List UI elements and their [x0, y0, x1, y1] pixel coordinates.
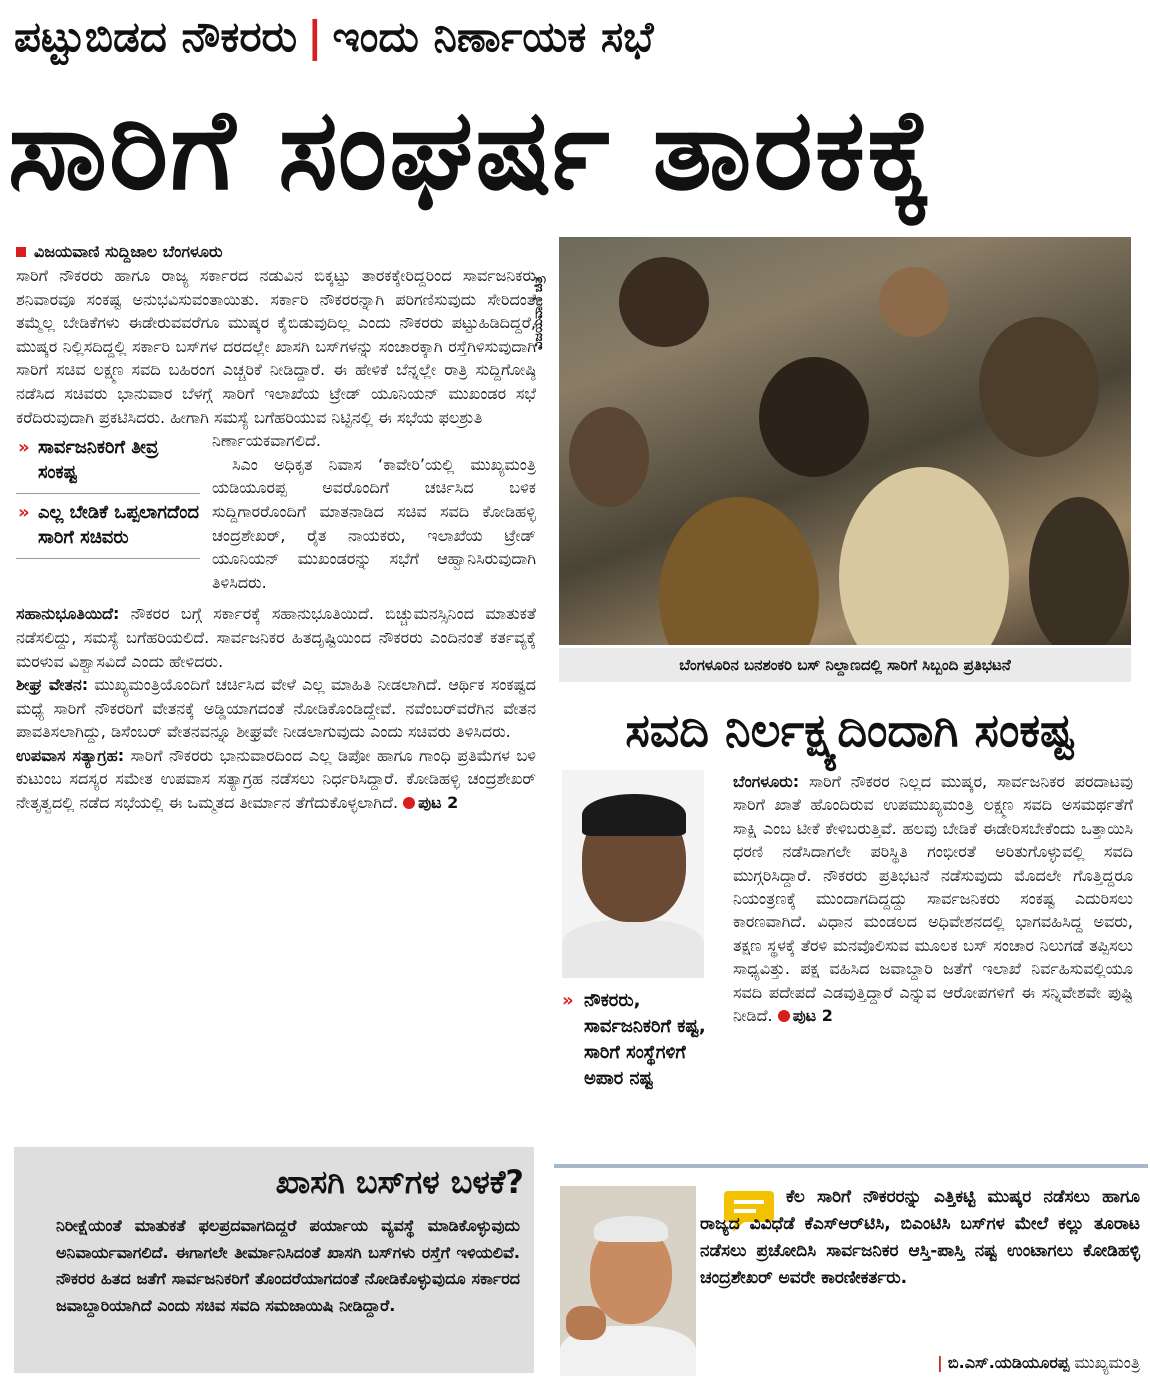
- main-story: [16, 240, 536, 815]
- kicker: [14, 8, 1144, 66]
- dateline: ಬೆಂಗಳೂರು:: [733, 772, 800, 791]
- photo-shape: [759, 357, 869, 477]
- section-text: ನೌಕರರ ಬಗ್ಗೆ ಸರ್ಕಾರಕ್ಕೆ ಸಹಾನುಭೂತಿಯಿದೆ. ಬಿಚ್ಚುಮನಸ್ಸಿನಿಂದ ಮಾತುಕತೆ ನಡೆಸಲಿದ್ದು, ಸಮಸ್ಯೆ ಬಗೆಹರಿಯಲಿದೆ. ಸಾರ್ವಜನಿಕರ ಹಿತದೃಷ್ಟಿಯಿಂದ ನೌಕರರು ಎಂದಿನಂತೆ ಕರ್ತವ್ಯಕ್ಕೆ ಮರಳುವ ವಿಶ್ವಾಸವಿದೆ ಎಂದು ಹೇಳಿದರು.: [16, 604, 536, 671]
- box-text: ನಿರೀಕ್ಷೆಯಂತೆ ಮಾತುಕತೆ ಫಲಪ್ರದವಾಗದಿದ್ದರೆ ಪರ್ಯಾಯ ವ್ಯವಸ್ಥೆ ಮಾಡಿಕೊಳ್ಳುವುದು ಅನಿವಾರ್ಯವಾಗಲಿದೆ. ಈಗಾಗಲೇ ತೀರ್ಮಾನಿಸಿದಂತೆ ಖಾಸಗಿ ಬಸ್‌ಗಳು ರಸ್ತೆಗೆ ಇಳಿಯಲಿವೆ. ನೌಕರರ ಹಿತದ ಜತೆಗೆ ಸಾರ್ವಜನಿಕರಿಗೆ ತೊಂದರೆಯಾಗದಂತೆ ನೋಡಿಕೊಳ್ಳುವುದೂ ಸರ್ಕಾರದ ಜವಾಬ್ದಾರಿಯಾಗಿದೆ ಎಂದು ಸಚಿವ ಸವದಿ ಸಮಜಾಯಿಷಿ ನೀಡಿದ್ದಾರೆ.: [56, 1216, 520, 1315]
- section-text: ಮುಖ್ಯಮಂತ್ರಿಯೊಂದಿಗೆ ಚರ್ಚಿಸಿದ ವೇಳೆ ಎಲ್ಲ ಮಾಹಿತಿ ನೀಡಲಾಗಿದೆ. ಆರ್ಥಿಕ ಸಂಕಷ್ಟದ ಮಧ್ಯೆ ಸಾರಿಗೆ ನೌಕರರಿಗೆ ವೇತನಕ್ಕೆ ಅಡ್ಡಿಯಾಗದಂತೆ ನೋಡಿಕೊಂಡಿದ್ದೇವೆ. ನವೆಂಬರ್‌ವರೆಗಿನ ವೇತನ ಪಾವತಿಸಲಾಗಿದ್ದು, ಡಿಸೆಂಬರ್ ವೇತನವನ್ನೂ ಶೀಘ್ರವೇ ನೀಡಲಾಗುವುದು ಎಂದು ಸಚಿವರು ತಿಳಿಸಿದರು.: [16, 675, 537, 742]
- section-label: ಶೀಘ್ರ ವೇತನ:: [16, 675, 89, 695]
- minister-portrait: [562, 770, 704, 978]
- continued-link[interactable]: ಪುಟ 2: [403, 793, 458, 812]
- side-point-text: ಎಲ್ಲ ಬೇಡಿಕೆ ಒಪ್ಪಲಾಗದೆಂದ ಸಾರಿಗೆ ಸಚಿವರು: [38, 502, 199, 549]
- chevron-icon: »: [562, 990, 574, 1011]
- photo-caption: ಬೆಂಗಳೂರಿನ ಬನಶಂಕರಿ ಬಸ್ ನಿಲ್ದಾಣದಲ್ಲಿ ಸಾರಿಗೆ ಸಿಬ್ಬಂದಿ ಪ್ರತಿಭಟನೆ: [559, 648, 1131, 682]
- continued-link[interactable]: ಪುಟ 2: [778, 1006, 833, 1025]
- sub-story-headline: ಸವದಿ ನಿರ್ಲಕ್ಷ್ಯದಿಂದಾಗಿ ಸಂಕಷ್ಟ: [625, 703, 1075, 757]
- headline: ಸಾರಿಗೆ ಸಂಘರ್ಷ ತಾರಕಕ್ಕೆ: [8, 85, 935, 215]
- section-text: ಸಾರಿಗೆ ನೌಕರರು ಭಾನುವಾರದಿಂದ ಎಲ್ಲ ಡಿಪೋ ಹಾಗೂ ಗಾಂಧಿ ಪ್ರತಿಮೆಗಳ ಬಳಿ ಕುಟುಂಬ ಸದಸ್ಯರ ಸಮೇತ ಉಪವಾಸ ಸತ್ಯಾಗ್ರಹ ನಡೆಸಲು ನಿರ್ಧರಿಸಿದ್ದಾರೆ. ಕೋಡಿಹಳ್ಳಿ ಚಂದ್ರಶೇಖರ್ ನೇತೃತ್ವದಲ್ಲಿ ನಡೆದ ಸಭೆಯಲ್ಲಿ ಈ ಒಮ್ಮತದ ತೀರ್ಮಾನ ತೆಗೆದುಕೊಳ್ಳಲಾಗಿದೆ.: [16, 745, 536, 813]
- photo-shape: [979, 317, 1099, 457]
- side-point: [16, 429, 200, 494]
- side-points: [16, 429, 200, 559]
- attribution-separator: |: [936, 1353, 943, 1372]
- wrap-text: [212, 429, 536, 594]
- sub-story-text: ಸಾರಿಗೆ ನೌಕರರ ನಿಲ್ಲದ ಮುಷ್ಕರ, ಸಾರ್ವಜನಿಕರ ಪರದಾಟವು ಸಾರಿಗೆ ಖಾತೆ ಹೊಂದಿರುವ ಉಪಮುಖ್ಯಮಂತ್ರಿ ಲಕ್ಷ್ಮಣ ಸವದಿ ಅಸಮರ್ಥತೆಗೆ ಸಾಕ್ಷಿ ಎಂಬ ಟೀಕೆ ಕೇಳಿಬರುತ್ತಿವೆ. ಹಲವು ಬೇಡಿಕೆ ಈಡೇರಿಸಬೇಕೆಂದು ಒತ್ತಾಯಿಸಿ ಧರಣಿ ನಡೆಸಿದಾಗಲೇ ಪರಿಸ್ಥಿತಿ ಗಂಭೀರತೆ ಅರಿತುಗೊಳ್ಳುವಲ್ಲಿ ಸವದಿ ಮುಗ್ಗರಿಸಿದ್ದಾರೆ. ನೌಕರರು ಪ್ರತಿಭಟನೆ ನಡೆಸುವುದು ಮೊದಲೇ ಗೊತ್ತಿದ್ದರೂ ನಿಯಂತ್ರಣಕ್ಕೆ ಮುಂದಾಗದಿದ್ದದ್ದು ಸಾರ್ವಜನಿಕರು ಸಂಕಷ್ಟ ಎದುರಿಸಲು ಕಾರಣವಾಗಿದೆ. ವಿಧಾನ ಮಂಡಲದ ಅಧಿವೇಶನದಲ್ಲಿ ಭಾಗವಹಿಸಿದ್ದ ಅವರು, ತಕ್ಷಣ ಸ್ಥಳಕ್ಕೆ ತೆರಳಿ ಮನವೊಲಿಸುವ ಮೂಲಕ ಬಸ್ ಸಂಚಾರ ನಿಲುಗಡೆ ತಪ್ಪಿಸಲು ಸಾಧ್ಯವಿತ್ತು. ಪಕ್ಷ ವಹಿಸಿದ ಜವಾಬ್ದಾರಿ ಜತೆಗೆ ಇಲಾಖೆ ನಿರ್ವಹಿಸುವಲ್ಲಿಯೂ ಸವದಿ ಪದೇಪದೆ ಎಡವುತ್ತಿದ್ದಾರೆ ಎನ್ನುವ ಆರೋಪಗಳಿಗೆ ಈ ಸನ್ನಿವೇಶವೇ ಪುಷ್ಟಿ ನೀಡಿದೆ.: [733, 772, 1133, 1026]
- byline-square-icon: [16, 247, 26, 257]
- sub-story-point-text: ನೌಕರರು, ಸಾರ್ವಜನಿಕರಿಗೆ ಕಷ್ಟ, ಸಾರಿಗೆ ಸಂಸ್ಥೆಗಳಿಗೆ ಅಪಾರ ನಷ್ಟ: [584, 990, 706, 1089]
- wrap-paragraph-1: ನಿರ್ಣಾಯಕವಾಗಲಿದೆ.: [212, 431, 322, 451]
- byline: [16, 240, 536, 264]
- side-point: [16, 494, 200, 559]
- photo-shape: [659, 497, 819, 645]
- section-sympathy: [16, 602, 536, 673]
- box-title: ಖಾಸಗಿ ಬಸ್‌ಗಳ ಬಳಕೆ?: [275, 1163, 524, 1201]
- cm-quote-text: ಕೆಲ ಸಾರಿಗೆ ನೌಕರರನ್ನು ಎತ್ತಿಕಟ್ಟಿ ಮುಷ್ಕರ ನಡೆಸಲು ಹಾಗೂ ರಾಜ್ಯದ ವಿವಿಧೆಡೆ ಕೆಎಸ್‌ಆರ್‌ಟಿಸಿ, ಬಿಎಂಟಿಸಿ ಬಸ್‌ಗಳ ಮೇಲೆ ಕಲ್ಲು ತೂರಾಟ ನಡೆಸಲು ಪ್ರಚೋದಿಸಿ ಸಾರ್ವಜನಿಕರ ಆಸ್ತಿ-ಪಾಸ್ತಿ ನಷ್ಟ ಉಂಟಾಗಲು ಕೋಡಿಹಳ್ಳಿ ಚಂದ್ರಶೇಖರ್ ಅವರೇ ಕಾರಣೀಕರ್ತರು.: [700, 1187, 1140, 1288]
- photo-shape: [569, 407, 649, 507]
- continued-dot-icon: [403, 797, 415, 809]
- protest-photo: [559, 237, 1131, 645]
- section-salary: [16, 673, 536, 744]
- kicker-right: ಇಂದು ನಿರ್ಣಾಯಕ ಸಭೆ: [332, 12, 654, 61]
- photo-shape: [594, 1216, 668, 1242]
- cm-title: ಮುಖ್ಯಮಂತ್ರಿ: [1074, 1353, 1140, 1372]
- side-point-text: ಸಾರ್ವಜನಿಕರಿಗೆ ತೀವ್ರ ಸಂಕಷ್ಟ: [38, 437, 159, 484]
- section-fast: [16, 744, 536, 815]
- section-divider: [554, 1164, 1148, 1168]
- portrait-shape: [582, 794, 686, 836]
- private-bus-box: [14, 1147, 534, 1373]
- wrap-block: [16, 429, 536, 594]
- cm-photo: [560, 1186, 696, 1376]
- photo-credit: ವಿಜಯವಾಣಿ ಚಿತ್ರ: [531, 276, 546, 350]
- photo-shape: [839, 467, 1009, 645]
- wrap-paragraph-2: ಸಿಎಂ ಅಧಿಕೃತ ನಿವಾಸ ‘ಕಾವೇರಿ’ಯಲ್ಲಿ ಮುಖ್ಯಮಂತ್ರಿ ಯಡಿಯೂರಪ್ಪ ಅವರೊಂದಿಗೆ ಚರ್ಚಿಸಿದ ಬಳಿಕ ಸುದ್ದಿಗಾರರೊಂದಿಗೆ ಮಾತನಾಡಿದ ಸಚಿವ ಸವದಿ ಕೋಡಿಹಳ್ಳಿ ಚಂದ್ರಶೇಖರ್, ರೈತ ನಾಯಕರು, ಇಲಾಖೆಯ ಟ್ರೇಡ್ ಯೂನಿಯನ್ ಮುಖಂಡರನ್ನು ಸಭೆಗೆ ಆಹ್ವಾನಿಸಿರುವುದಾಗಿ ತಿಳಿಸಿದರು.: [212, 454, 536, 592]
- byline-text: ವಿಜಯವಾಣಿ ಸುದ್ದಿಜಾಲ ಬೆಂಗಳೂರು: [34, 242, 223, 261]
- photo-shape: [619, 257, 709, 347]
- cm-name: ಬಿ.ಎಸ್.ಯಡಿಯೂರಪ್ಪ: [947, 1353, 1070, 1372]
- chevron-icon: »: [18, 437, 30, 459]
- continued-dot-icon: [778, 1010, 790, 1022]
- cm-attribution: [700, 1352, 1140, 1374]
- lead-paragraph: ಸಾರಿಗೆ ನೌಕರರು ಹಾಗೂ ರಾಜ್ಯ ಸರ್ಕಾರದ ನಡುವಿನ ಬಿಕ್ಕಟ್ಟು ತಾರಕಕ್ಕೇರಿದ್ದರಿಂದ ಸಾರ್ವಜನಿಕರು ಶನಿವಾರವೂ ಸಂಕಷ್ಟ ಅನುಭವಿಸುವಂತಾಯಿತು. ಸರ್ಕಾರಿ ನೌಕರರನ್ನಾಗಿ ಪರಿಗಣಿಸುವುದು ಸೇರಿದಂತೆ ತಮ್ಮೆಲ್ಲ ಬೇಡಿಕೆಗಳು ಈಡೇರುವವರೆಗೂ ಮುಷ್ಕರ ಕೈಬಿಡುವುದಿಲ್ಲ ಎಂದು ನೌಕರರು ಪಟ್ಟುಹಿಡಿದಿದ್ದರೆ, ಮುಷ್ಕರ ನಿಲ್ಲಿಸದಿದ್ದಲ್ಲಿ ಸರ್ಕಾರಿ ಬಸ್‌ಗಳ ದರದಲ್ಲೇ ಖಾಸಗಿ ಬಸ್‌ಗಳನ್ನು ಸಂಚಾರಕ್ಕಾಗಿ ರಸ್ತೆಗಿಳಿಸುವುದಾಗಿ ಸಾರಿಗೆ ಸಚಿವ ಲಕ್ಷ್ಮಣ ಸವದಿ ಬಹಿರಂಗ ಎಚ್ಚರಿಕೆ ನೀಡಿದ್ದಾರೆ. ಈ ಹೇಳಿಕೆ ಬೆನ್ನಲ್ಲೇ ರಾತ್ರಿ ಸುದ್ದಿಗೋಷ್ಠಿ ನಡೆಸಿದ ಸಚಿವರು ಭಾನುವಾರ ಬೆಳಗ್ಗೆ ಸಾರಿಗೆ ಇಲಾಖೆಯ ಟ್ರೇಡ್ ಯೂನಿಯನ್ ಮುಖಂಡರ ಸಭೆ ಕರೆದಿರುವುದಾಗಿ ಪ್ರಕಟಿಸಿದರು. ಹೀಗಾಗಿ ಸಮಸ್ಯೆ ಬಗೆಹರಿಯುವ ನಿಟ್ಟಿನಲ್ಲಿ ಈ ಸಭೆಯ ಫಲಶ್ರುತಿ: [16, 266, 536, 427]
- sub-story-body: [733, 770, 1133, 1027]
- photo-shape: [566, 1306, 606, 1340]
- section-label: ಉಪವಾಸ ಸತ್ಯಾಗ್ರಹ:: [16, 745, 125, 765]
- sub-story-point: [562, 988, 712, 1092]
- kicker-left: ಪಟ್ಟುಬಿಡದ ನೌಕರರು: [14, 12, 298, 61]
- photo-shape: [879, 267, 949, 337]
- kicker-separator: |: [307, 12, 323, 61]
- chevron-icon: »: [18, 502, 30, 524]
- photo-shape: [1029, 497, 1129, 645]
- section-label: ಸಹಾನುಭೂತಿಯಿದೆ:: [16, 604, 120, 624]
- portrait-shape: [562, 920, 704, 978]
